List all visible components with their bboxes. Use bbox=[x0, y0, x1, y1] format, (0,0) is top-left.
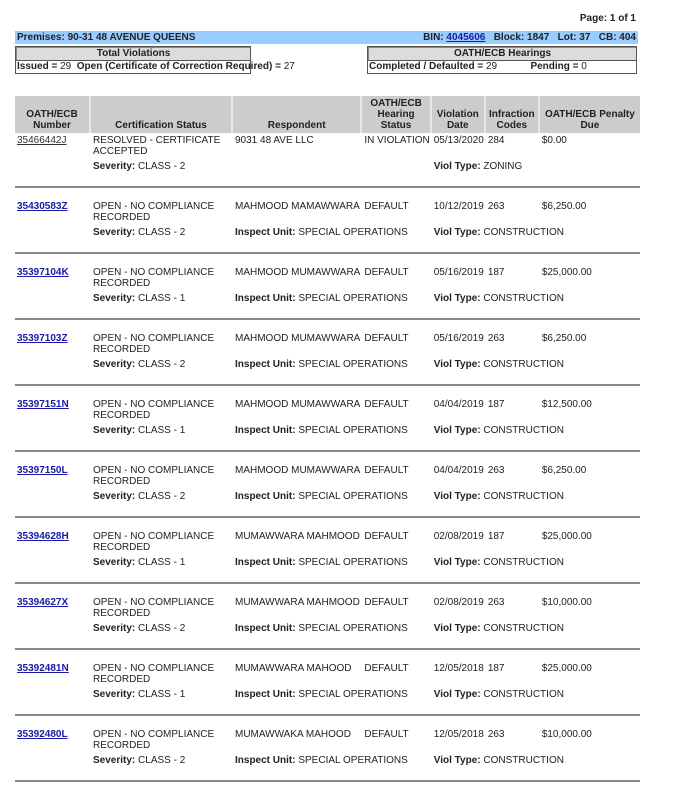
hearings-box bbox=[367, 46, 637, 74]
inspect-unit bbox=[233, 157, 432, 186]
penalty-due: $10,000.00 bbox=[541, 597, 592, 608]
hearing-status: DEFAULT bbox=[364, 465, 409, 476]
inspect-unit bbox=[233, 751, 432, 780]
open-count: 27 bbox=[283, 61, 295, 72]
violation-date: 04/04/2019 bbox=[433, 465, 484, 476]
col-header-infraction: Infraction Codes bbox=[486, 96, 540, 133]
viol-type-label: Viol Type: bbox=[433, 425, 484, 436]
inspect-unit-value: SPECIAL OPERATIONS bbox=[298, 689, 408, 700]
cert-status: OPEN - NO COMPLIANCE RECORDED bbox=[93, 531, 215, 553]
table-row bbox=[15, 394, 640, 421]
violation-number-link[interactable]: 35394627X bbox=[17, 597, 69, 608]
infraction-code: 263 bbox=[487, 333, 505, 344]
hearing-status: DEFAULT bbox=[364, 201, 409, 212]
severity-label: Severity: bbox=[93, 227, 139, 238]
inspect-unit-label: Inspect Unit: bbox=[235, 293, 299, 304]
violation-number-link[interactable]: 35466442J bbox=[17, 135, 67, 146]
violation-date: 05/16/2019 bbox=[433, 267, 484, 278]
completed-count: 29 bbox=[485, 61, 498, 72]
viol-type bbox=[432, 553, 640, 582]
table-row bbox=[15, 262, 640, 289]
inspect-unit-value: SPECIAL OPERATIONS bbox=[298, 491, 408, 502]
col-header-cert-status: Certification Status bbox=[91, 96, 233, 133]
cert-status: OPEN - NO COMPLIANCE RECORDED bbox=[93, 267, 215, 289]
severity bbox=[91, 751, 233, 780]
table-row bbox=[15, 196, 640, 223]
viol-type-value: CONSTRUCTION bbox=[483, 293, 564, 304]
viol-type bbox=[432, 157, 640, 186]
table-row-details bbox=[15, 553, 640, 582]
inspect-unit-label: Inspect Unit: bbox=[235, 689, 299, 700]
inspect-unit-value: SPECIAL OPERATIONS bbox=[298, 293, 408, 304]
inspect-unit-value: SPECIAL OPERATIONS bbox=[298, 623, 408, 634]
inspect-unit-label: Inspect Unit: bbox=[235, 359, 299, 370]
severity-value: CLASS - 2 bbox=[138, 491, 186, 502]
viol-type-value: CONSTRUCTION bbox=[483, 491, 564, 502]
viol-type bbox=[432, 223, 640, 252]
cert-status: OPEN - NO COMPLIANCE RECORDED bbox=[93, 597, 215, 619]
penalty-due: $25,000.00 bbox=[541, 531, 592, 542]
inspect-unit bbox=[233, 487, 432, 516]
viol-type bbox=[432, 751, 640, 780]
infraction-code: 187 bbox=[487, 531, 505, 542]
issued-label: Issued = bbox=[17, 61, 61, 72]
viol-type bbox=[432, 619, 640, 648]
respondent: MUMAWWAKA MAHOOD bbox=[235, 729, 351, 740]
table-row bbox=[15, 592, 640, 619]
inspect-unit-label: Inspect Unit: bbox=[235, 425, 299, 436]
respondent: MAHMOOD MUMAWWARA bbox=[235, 399, 361, 410]
viol-type-label: Viol Type: bbox=[433, 359, 484, 370]
viol-type-value: CONSTRUCTION bbox=[483, 557, 564, 568]
infraction-code: 263 bbox=[487, 201, 505, 212]
inspect-unit bbox=[233, 355, 432, 384]
severity-label: Severity: bbox=[93, 491, 139, 502]
table-row-details bbox=[15, 223, 640, 252]
total-violations-box bbox=[15, 46, 295, 74]
penalty-due: $25,000.00 bbox=[541, 663, 592, 674]
table-row-details bbox=[15, 487, 640, 516]
respondent: 9031 48 AVE LLC bbox=[235, 135, 314, 146]
severity-label: Severity: bbox=[93, 557, 139, 568]
viol-type-label: Viol Type: bbox=[433, 623, 484, 634]
viol-type bbox=[432, 355, 640, 384]
viol-type bbox=[432, 487, 640, 516]
inspect-unit-value: SPECIAL OPERATIONS bbox=[298, 557, 408, 568]
violation-date: 05/16/2019 bbox=[433, 333, 484, 344]
hearing-status: IN VIOLATION bbox=[364, 135, 430, 146]
respondent: MAHMOOD MUMAWWARA bbox=[235, 465, 361, 476]
inspect-unit-value: SPECIAL OPERATIONS bbox=[298, 755, 408, 766]
col-header-penalty: OATH/ECB Penalty Due bbox=[540, 96, 640, 133]
infraction-code: 284 bbox=[487, 135, 505, 146]
respondent: MUMAWWARA MAHOOD bbox=[235, 663, 352, 674]
violation-date: 04/04/2019 bbox=[433, 399, 484, 410]
table-row-details bbox=[15, 157, 640, 186]
table-row-details bbox=[15, 355, 640, 384]
violation-number-link[interactable]: 35394628H bbox=[17, 531, 69, 542]
inspect-unit bbox=[233, 223, 432, 252]
severity-label: Severity: bbox=[93, 755, 139, 766]
col-header-number: OATH/ECB Number bbox=[15, 96, 91, 133]
total-violations-body bbox=[16, 61, 295, 73]
table-row-details bbox=[15, 421, 640, 450]
violation-number-link[interactable]: 35392480L bbox=[17, 729, 68, 740]
severity bbox=[91, 553, 233, 582]
severity-label: Severity: bbox=[93, 293, 139, 304]
respondent: MUMAWWARA MAHMOOD bbox=[235, 531, 360, 542]
severity bbox=[91, 619, 233, 648]
col-header-hearing-status: OATH/ECB Hearing Status bbox=[362, 96, 431, 133]
severity-label: Severity: bbox=[93, 689, 139, 700]
premises-bar bbox=[15, 31, 638, 44]
violation-date: 10/12/2019 bbox=[433, 201, 484, 212]
table-row bbox=[15, 133, 640, 157]
open-label: Open (Certificate of Correction Required) = bbox=[76, 61, 284, 72]
inspect-unit-label: Inspect Unit: bbox=[235, 755, 299, 766]
total-violations-title: Total Violations bbox=[16, 47, 250, 61]
hearing-status: DEFAULT bbox=[364, 663, 409, 674]
hearing-status: DEFAULT bbox=[364, 333, 409, 344]
inspect-unit bbox=[233, 553, 432, 582]
table-header-row bbox=[15, 96, 640, 133]
table-row bbox=[15, 724, 640, 751]
infraction-code: 187 bbox=[487, 399, 505, 410]
severity bbox=[91, 421, 233, 450]
severity-value: CLASS - 1 bbox=[138, 425, 186, 436]
violation-date: 12/05/2018 bbox=[433, 663, 484, 674]
viol-type-label: Viol Type: bbox=[433, 227, 484, 238]
cert-status: OPEN - NO COMPLIANCE RECORDED bbox=[93, 399, 215, 421]
table-row bbox=[15, 526, 640, 553]
lot-label: Lot: 37 bbox=[557, 32, 591, 43]
pending-count: 0 bbox=[581, 61, 587, 72]
viol-type-label: Viol Type: bbox=[433, 557, 484, 568]
severity-label: Severity: bbox=[93, 623, 139, 634]
viol-type bbox=[432, 685, 640, 714]
respondent: MAHMOOD MUMAWWARA bbox=[235, 333, 361, 344]
inspect-unit-label: Inspect Unit: bbox=[235, 491, 299, 502]
inspect-unit bbox=[233, 421, 432, 450]
penalty-due: $6,250.00 bbox=[541, 333, 587, 344]
inspect-unit bbox=[233, 619, 432, 648]
viol-type-value: CONSTRUCTION bbox=[483, 227, 564, 238]
bin-label: BIN: bbox=[423, 32, 447, 43]
inspect-unit bbox=[233, 289, 432, 318]
violation-number-link[interactable]: 35392481N bbox=[17, 663, 69, 674]
infraction-code: 263 bbox=[487, 597, 505, 608]
violation-number-link[interactable]: 35397150L bbox=[17, 465, 68, 476]
cert-status: OPEN - NO COMPLIANCE RECORDED bbox=[93, 465, 215, 487]
violation-number-link[interactable]: 35397104K bbox=[17, 267, 69, 278]
penalty-due: $12,500.00 bbox=[541, 399, 592, 410]
viol-type-label: Viol Type: bbox=[433, 161, 484, 172]
severity bbox=[91, 685, 233, 714]
cert-status: RESOLVED - CERTIFICATE ACCEPTED bbox=[93, 135, 221, 157]
viol-type bbox=[432, 289, 640, 318]
penalty-due: $0.00 bbox=[541, 135, 567, 146]
violation-number-link[interactable]: 35397103Z bbox=[17, 333, 68, 344]
hearing-status: DEFAULT bbox=[364, 267, 409, 278]
violation-date: 02/08/2019 bbox=[433, 597, 484, 608]
severity-value: CLASS - 1 bbox=[138, 557, 186, 568]
table-row bbox=[15, 460, 640, 487]
infraction-code: 187 bbox=[487, 663, 505, 674]
violation-date: 02/08/2019 bbox=[433, 531, 484, 542]
viol-type bbox=[432, 421, 640, 450]
severity-value: CLASS - 2 bbox=[138, 755, 186, 766]
completed-label: Completed / Defaulted = bbox=[369, 61, 486, 72]
viol-type-value: CONSTRUCTION bbox=[483, 425, 564, 436]
hearing-status: DEFAULT bbox=[364, 597, 409, 608]
severity bbox=[91, 289, 233, 318]
violation-date: 12/05/2018 bbox=[433, 729, 484, 740]
inspect-unit-label: Inspect Unit: bbox=[235, 227, 299, 238]
table-row-details bbox=[15, 751, 640, 780]
penalty-due: $25,000.00 bbox=[541, 267, 592, 278]
cb-label: CB: 404 bbox=[598, 32, 636, 43]
table-row bbox=[15, 328, 640, 355]
penalty-due: $6,250.00 bbox=[541, 201, 587, 212]
severity-label: Severity: bbox=[93, 359, 139, 370]
infraction-code: 187 bbox=[487, 267, 505, 278]
viol-type-value: CONSTRUCTION bbox=[483, 755, 564, 766]
table-row-details bbox=[15, 619, 640, 648]
cert-status: OPEN - NO COMPLIANCE RECORDED bbox=[93, 663, 215, 685]
hearing-status: DEFAULT bbox=[364, 399, 409, 410]
hearing-status: DEFAULT bbox=[364, 729, 409, 740]
respondent: MUMAWWARA MAHMOOD bbox=[235, 597, 360, 608]
premises-ids bbox=[423, 31, 636, 44]
inspect-unit-label: Inspect Unit: bbox=[235, 623, 299, 634]
viol-type-label: Viol Type: bbox=[433, 491, 484, 502]
severity-label: Severity: bbox=[93, 425, 139, 436]
viol-type-value: ZONING bbox=[483, 161, 523, 172]
hearing-status: DEFAULT bbox=[364, 531, 409, 542]
respondent: MAHMOOD MUMAWWARA bbox=[235, 267, 361, 278]
hearings-body bbox=[368, 61, 636, 73]
violation-number-link[interactable]: 35397151N bbox=[17, 399, 69, 410]
issued-count: 29 bbox=[60, 61, 72, 72]
respondent: MAHMOOD MAMAWWARA bbox=[235, 201, 360, 212]
viol-type-label: Viol Type: bbox=[433, 293, 484, 304]
severity bbox=[91, 355, 233, 384]
severity-value: CLASS - 2 bbox=[138, 623, 186, 634]
violation-date: 05/13/2020 bbox=[433, 135, 484, 146]
page-indicator: Page: 1 of 1 bbox=[579, 13, 636, 24]
inspect-unit-label: Inspect Unit: bbox=[235, 557, 299, 568]
severity-value: CLASS - 2 bbox=[138, 359, 186, 370]
severity bbox=[91, 487, 233, 516]
table-row-details bbox=[15, 289, 640, 318]
severity-value: CLASS - 2 bbox=[138, 161, 186, 172]
col-header-viol-date: Violation Date bbox=[432, 96, 486, 133]
severity-value: CLASS - 1 bbox=[138, 689, 186, 700]
cert-status: OPEN - NO COMPLIANCE RECORDED bbox=[93, 201, 215, 223]
severity bbox=[91, 157, 233, 186]
col-header-respondent: Respondent bbox=[233, 96, 362, 133]
severity-value: CLASS - 1 bbox=[138, 293, 186, 304]
penalty-due: $10,000.00 bbox=[541, 729, 592, 740]
inspect-unit-value: SPECIAL OPERATIONS bbox=[298, 227, 408, 238]
premises-address: Premises: 90-31 48 AVENUE QUEENS bbox=[17, 32, 196, 43]
inspect-unit-value: SPECIAL OPERATIONS bbox=[298, 359, 408, 370]
viol-type-value: CONSTRUCTION bbox=[483, 689, 564, 700]
viol-type-label: Viol Type: bbox=[433, 689, 484, 700]
penalty-due: $6,250.00 bbox=[541, 465, 587, 476]
severity-value: CLASS - 2 bbox=[138, 227, 186, 238]
bin-link[interactable]: 4045606 bbox=[446, 32, 486, 43]
table-row bbox=[15, 658, 640, 685]
inspect-unit bbox=[233, 685, 432, 714]
inspect-unit-value: SPECIAL OPERATIONS bbox=[298, 425, 408, 436]
pending-label: Pending = bbox=[530, 61, 582, 72]
viol-type-value: CONSTRUCTION bbox=[483, 623, 564, 634]
cert-status: OPEN - NO COMPLIANCE RECORDED bbox=[93, 729, 215, 751]
block-label: Block: 1847 bbox=[493, 32, 550, 43]
table-row-details bbox=[15, 685, 640, 714]
cert-status: OPEN - NO COMPLIANCE RECORDED bbox=[93, 333, 215, 355]
viol-type-label: Viol Type: bbox=[433, 755, 484, 766]
violation-number-link[interactable]: 35430583Z bbox=[17, 201, 68, 212]
violations-table bbox=[15, 96, 640, 790]
severity-label: Severity: bbox=[93, 161, 139, 172]
severity bbox=[91, 223, 233, 252]
hearings-title: OATH/ECB Hearings bbox=[368, 47, 636, 61]
infraction-code: 263 bbox=[487, 729, 505, 740]
viol-type-value: CONSTRUCTION bbox=[483, 359, 564, 370]
infraction-code: 263 bbox=[487, 465, 505, 476]
